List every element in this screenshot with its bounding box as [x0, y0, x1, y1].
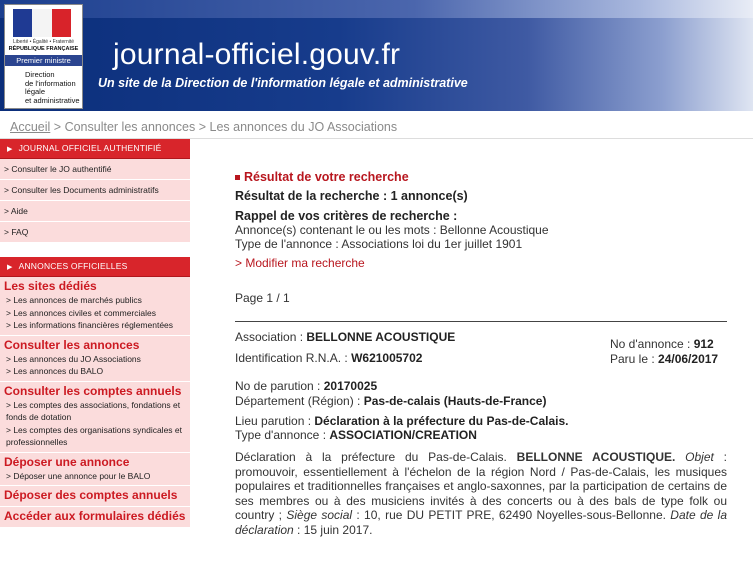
government-logo[interactable]: [4, 4, 83, 109]
arrow-right-icon: ▶: [7, 146, 13, 153]
result-heading: [235, 170, 727, 184]
breadcrumb-level1[interactable]: Consulter les annonces: [64, 120, 196, 134]
sidebar-group-consulter-annonces: [0, 336, 190, 382]
announcement-number: 912: [693, 337, 714, 351]
sidebar-group-deposer-annonce: [0, 453, 190, 487]
bullet-icon: [235, 175, 240, 180]
type-line: [235, 428, 727, 442]
department-line: [235, 394, 727, 408]
sidebar-item-balo[interactable]: > Les annonces du BALO: [6, 366, 104, 376]
sidebar-item-faq[interactable]: > FAQ: [0, 222, 190, 243]
group-title[interactable]: Consulter les annonces: [4, 337, 140, 352]
body-objet-label: Objet: [675, 450, 714, 464]
result-heading-text: Résultat de votre recherche: [244, 170, 409, 184]
published-label: Paru le :: [610, 352, 659, 366]
rna-label: Identification R.N.A. :: [235, 351, 352, 365]
group-title[interactable]: Déposer des comptes annuels: [4, 488, 178, 502]
sidebar-group-formulaires: [0, 507, 190, 528]
body-intro: Déclaration à la préfecture du Pas-de-Calais.: [235, 450, 517, 464]
body-siege-label: Siège social: [286, 508, 353, 522]
place-label: Lieu parution :: [235, 414, 315, 428]
department-value: Pas-de-calais (Hauts-de-France): [363, 394, 547, 408]
parution-label: No de parution :: [235, 379, 324, 393]
sidebar-spacer: [0, 243, 190, 257]
association-name: BELLONNE ACOUSTIQUE: [306, 330, 456, 344]
logo-direction-line: de l'information: [25, 78, 76, 88]
site-subtitle: Un site de la Direction de l'information légale et administrative: [98, 76, 468, 90]
parution-value: 20170025: [323, 379, 378, 393]
sidebar-group-sites-dedies: [0, 277, 190, 336]
published-date: 24/06/2017: [658, 352, 719, 366]
criteria-heading: Rappel de vos critères de recherche :: [235, 209, 458, 223]
announcement-body: [235, 450, 727, 537]
department-label: Département (Région) :: [235, 394, 364, 408]
association-label: Association :: [235, 330, 307, 344]
breadcrumb: [10, 120, 397, 134]
body-objet-text: : promouvoir, essentiellement à l'échelon de la région Nord / Pas-de-Calais, les musiques populaires et traditionnelles françaises et anglo-saxonnes, par la participation de certains de ses membres ou à des musiciens invités à des concerts ou à des bals de type folk ou country ;: [235, 450, 728, 522]
results-divider: [235, 321, 727, 322]
announcement-number-line: [610, 337, 714, 351]
sidebar-item-comptes-associations[interactable]: > Les comptes des associations, fondations et fonds de dotation: [6, 399, 181, 422]
place-line: [235, 414, 727, 428]
rna-line: [235, 351, 422, 365]
marianne-flag-icon: [13, 9, 71, 37]
breadcrumb-home-link[interactable]: Accueil: [10, 120, 51, 134]
group-title[interactable]: Les sites dédiés: [4, 279, 97, 293]
section-title: ANNONCES OFFICIELLES: [18, 261, 128, 271]
site-header: [0, 0, 753, 111]
rna-value: W621005702: [351, 351, 423, 365]
page-indicator: Page 1 / 1: [235, 291, 290, 305]
parution-line: [235, 379, 727, 393]
sidebar-section-annonces-officielles: [0, 257, 190, 277]
group-title[interactable]: Consulter les comptes annuels: [4, 383, 182, 398]
announcement-header: [235, 328, 727, 372]
body-association-name: BELLONNE ACOUSTIQUE.: [516, 450, 676, 464]
announcement-number-label: No d'annonce :: [610, 337, 694, 351]
sidebar-item-deposer-balo[interactable]: > Déposer une annonce pour le BALO: [6, 470, 151, 481]
result-count: Résultat de la recherche : 1 annonce(s): [235, 189, 468, 203]
logo-motto: Liberté • Égalité • Fraternité: [12, 39, 75, 45]
criteria-type: Type de l'annonce : Associations loi du 1er juillet 1901: [235, 237, 523, 251]
association-line: [235, 330, 455, 344]
sidebar-item-comptes-syndicales[interactable]: > Les comptes des organisations syndicales et professionnelles: [6, 424, 183, 447]
published-line: [610, 352, 718, 366]
logo-direction-line: Direction: [25, 70, 55, 79]
type-value: ASSOCIATION/CREATION: [329, 428, 477, 442]
group-title[interactable]: Déposer une annonce: [4, 454, 130, 469]
logo-direction-line: légale: [25, 87, 46, 96]
main-content: [235, 170, 727, 537]
body-siege-text: : 10, rue DU PETIT PRE, 62490 Noyelles-sous-Bellonne.: [352, 508, 671, 522]
sidebar-item-aide[interactable]: > Aide: [0, 201, 190, 222]
logo-ministry: Premier ministre: [5, 55, 82, 66]
sidebar-item-consulter-jo[interactable]: > Consulter le JO authentifié: [0, 159, 190, 180]
modify-search-link[interactable]: > Modifier ma recherche: [235, 256, 365, 270]
sidebar-item-documents-administratifs[interactable]: > Consulter les Documents administratifs: [0, 180, 190, 201]
sidebar-group-comptes-annuels: [0, 382, 190, 453]
place-value: Déclaration à la préfecture du Pas-de-Calais.: [314, 414, 569, 428]
header-stripe: [0, 0, 753, 18]
sidebar-item-informations-financieres[interactable]: > Les informations financières réglementées: [6, 320, 174, 330]
sidebar-item-marches-publics[interactable]: > Les annonces de marchés publics: [6, 295, 142, 305]
sidebar-item-annonces-civiles[interactable]: > Les annonces civiles et commerciales: [6, 307, 156, 318]
breadcrumb-level2: Les annonces du JO Associations: [209, 120, 398, 134]
body-date-text: : 15 juin 2017.: [293, 522, 373, 537]
breadcrumb-separator: >: [198, 120, 207, 134]
logo-direction: [25, 71, 81, 105]
type-label: Type d'annonce :: [235, 428, 330, 442]
sidebar-item-jo-associations[interactable]: > Les annonces du JO Associations: [6, 353, 141, 364]
logo-direction-line: et administrative: [25, 95, 80, 105]
logo-republic: RÉPUBLIQUE FRANÇAISE: [8, 46, 79, 52]
criteria-words: Annonce(s) contenant le ou les mots : Bellonne Acoustique: [235, 223, 549, 237]
sidebar-group-deposer-comptes: [0, 486, 190, 507]
section-title: JOURNAL OFFICIEL AUTHENTIFIÉ: [18, 143, 162, 153]
sidebar-section-jo-authentifie: [0, 139, 190, 159]
site-title[interactable]: journal-officiel.gouv.fr: [113, 38, 401, 71]
arrow-right-icon: ▶: [7, 264, 13, 271]
group-title[interactable]: Accéder aux formulaires dédiés: [4, 509, 186, 523]
sidebar: [0, 139, 190, 575]
breadcrumb-separator: >: [53, 120, 62, 134]
body-date-label: Date de la déclaration: [235, 508, 727, 537]
